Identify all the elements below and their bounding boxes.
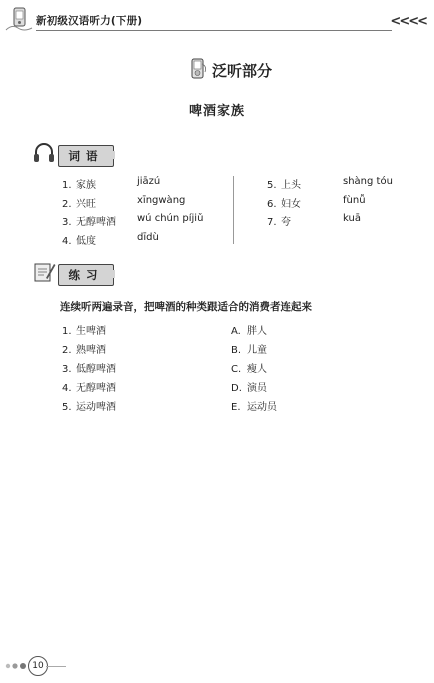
- footer-dots-icon: [4, 660, 30, 672]
- corner-decoration-icon: [4, 6, 34, 32]
- vocab-pinyin: fùnǚ: [343, 195, 366, 206]
- exercise-right-item: B. 儿童: [231, 345, 267, 356]
- exercise-left-item: 1. 生啤酒: [62, 326, 106, 337]
- mp3-player-icon: [188, 58, 208, 80]
- headphones-icon: [32, 141, 56, 165]
- book-title: 新初级汉语听力(下册): [36, 15, 143, 27]
- page-number: 10: [28, 656, 48, 676]
- exercise-instruction: 连续听两遍录音，把啤酒的种类跟适合的消费者连起来: [60, 301, 312, 313]
- vocab-pinyin: shàng tóu: [343, 176, 393, 187]
- header-rule: [36, 30, 392, 31]
- vocab-pinyin: jiāzú: [137, 176, 161, 187]
- vocab-pinyin: kuā: [343, 213, 361, 224]
- vocab-item: 2. 兴旺: [62, 199, 96, 210]
- vocab-pinyin: xīngwàng: [137, 195, 186, 206]
- vocab-item: 1. 家族: [62, 180, 96, 191]
- vocab-item: 3. 无醇啤酒: [62, 217, 116, 228]
- exercise-left-item: 3. 低醇啤酒: [62, 364, 116, 375]
- vocab-divider: [233, 176, 234, 244]
- chevrons-icon: <<<<: [390, 14, 426, 29]
- exercise-left-item: 2. 熟啤酒: [62, 345, 106, 356]
- vocab-item: 6. 妇女: [267, 199, 301, 210]
- vocab-item: 5. 上头: [267, 180, 301, 191]
- exercise-left-item: 4. 无醇啤酒: [62, 383, 116, 394]
- badge-extension: [113, 151, 115, 159]
- exercise-left-item: 5. 运动啤酒: [62, 402, 116, 413]
- exercise-right-item: C. 瘦人: [231, 364, 267, 375]
- exercise-right-item: D. 演员: [231, 383, 267, 394]
- vocab-item: 4. 低度: [62, 236, 96, 247]
- vocab-badge: 词语: [58, 145, 114, 167]
- exercise-badge: 练习: [58, 264, 114, 286]
- pencil-note-icon: [32, 260, 56, 284]
- vocab-item: 7. 夸: [267, 217, 291, 228]
- lesson-title: 啤酒家族: [188, 104, 245, 119]
- exercise-right-item: E. 运动员: [231, 402, 277, 413]
- exercise-right-item: A. 胖人: [231, 326, 267, 337]
- footer-rule: [46, 666, 66, 667]
- badge-extension: [113, 270, 115, 278]
- vocab-pinyin: wú chún píjiǔ: [137, 213, 204, 224]
- section-title: 泛听部分: [212, 62, 273, 80]
- vocab-pinyin: dīdù: [137, 232, 159, 243]
